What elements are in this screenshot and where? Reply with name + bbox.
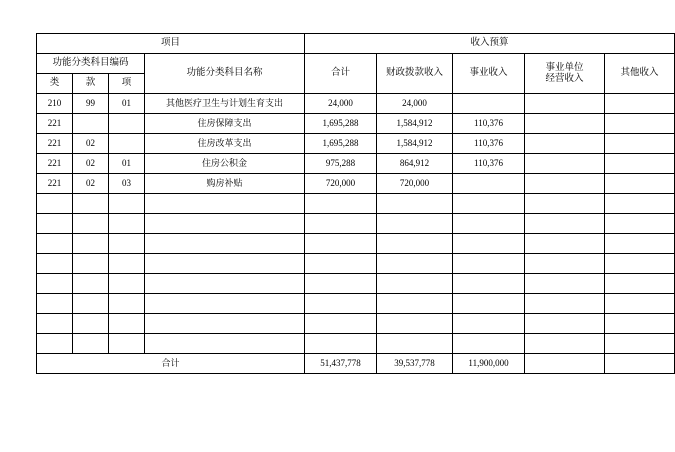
- cell-other: [605, 314, 675, 334]
- cell-sum: [305, 334, 377, 354]
- cell-section: 02: [73, 174, 109, 194]
- header-col-sum: 合计: [305, 54, 377, 94]
- cell-unit-operating: [525, 314, 605, 334]
- cell-other: [605, 134, 675, 154]
- cell-item: 01: [109, 94, 145, 114]
- header-col-category: 类: [37, 74, 73, 94]
- cell-other: [605, 194, 675, 214]
- header-col-section: 款: [73, 74, 109, 94]
- cell-business: [453, 214, 525, 234]
- cell-name: 住房公积金: [145, 154, 305, 174]
- cell-category: [37, 214, 73, 234]
- cell-name: [145, 194, 305, 214]
- header-group-project: 项目: [37, 34, 305, 54]
- cell-name: [145, 334, 305, 354]
- cell-sum: 975,288: [305, 154, 377, 174]
- header-col-unit-operating: [525, 54, 605, 94]
- cell-section: 02: [73, 134, 109, 154]
- cell-category: 210: [37, 94, 73, 114]
- cell-business: [453, 274, 525, 294]
- total-financial: 39,537,778: [377, 354, 453, 374]
- cell-section: [73, 314, 109, 334]
- cell-financial: [377, 214, 453, 234]
- header-col-name: 功能分类科目名称: [145, 54, 305, 94]
- cell-other: [605, 334, 675, 354]
- table-row: [37, 254, 675, 274]
- cell-other: [605, 254, 675, 274]
- cell-financial: [377, 294, 453, 314]
- cell-section: 99: [73, 94, 109, 114]
- cell-sum: [305, 254, 377, 274]
- cell-unit-operating: [525, 234, 605, 254]
- cell-financial: [377, 314, 453, 334]
- cell-sum: [305, 234, 377, 254]
- cell-business: [453, 94, 525, 114]
- cell-unit-operating: [525, 294, 605, 314]
- cell-category: 221: [37, 114, 73, 134]
- cell-other: [605, 294, 675, 314]
- cell-business: [453, 294, 525, 314]
- cell-name: [145, 254, 305, 274]
- cell-other: [605, 114, 675, 134]
- cell-financial: [377, 334, 453, 354]
- table-row: [37, 174, 675, 194]
- cell-business: 110,376: [453, 114, 525, 134]
- table-row: [37, 154, 675, 174]
- cell-name: [145, 274, 305, 294]
- cell-name: 购房补贴: [145, 174, 305, 194]
- cell-unit-operating: [525, 134, 605, 154]
- cell-financial: 720,000: [377, 174, 453, 194]
- total-business: 11,900,000: [453, 354, 525, 374]
- header-group-income-budget: 收入预算: [305, 34, 675, 54]
- table-row: [37, 294, 675, 314]
- cell-category: [37, 314, 73, 334]
- cell-item: [109, 294, 145, 314]
- table-row: [37, 274, 675, 294]
- table-row: [37, 334, 675, 354]
- cell-section: [73, 294, 109, 314]
- cell-business: [453, 234, 525, 254]
- cell-financial: 1,584,912: [377, 114, 453, 134]
- cell-other: [605, 154, 675, 174]
- cell-financial: [377, 194, 453, 214]
- cell-item: [109, 274, 145, 294]
- cell-unit-operating: [525, 254, 605, 274]
- table-row: [37, 314, 675, 334]
- cell-other: [605, 234, 675, 254]
- cell-item: [109, 194, 145, 214]
- cell-category: [37, 274, 73, 294]
- cell-unit-operating: [525, 94, 605, 114]
- table-row: [37, 214, 675, 234]
- cell-business: [453, 314, 525, 334]
- cell-category: [37, 194, 73, 214]
- cell-financial: [377, 274, 453, 294]
- table-header-group-row: [37, 34, 675, 54]
- table-row: [37, 114, 675, 134]
- cell-unit-operating: [525, 214, 605, 234]
- cell-business: [453, 194, 525, 214]
- cell-sum: 1,695,288: [305, 134, 377, 154]
- total-other: [605, 354, 675, 374]
- cell-category: 221: [37, 154, 73, 174]
- cell-item: 03: [109, 174, 145, 194]
- cell-financial: 24,000: [377, 94, 453, 114]
- total-sum: 51,437,778: [305, 354, 377, 374]
- cell-business: [453, 254, 525, 274]
- table-row: [37, 234, 675, 254]
- cell-item: [109, 114, 145, 134]
- cell-business: 110,376: [453, 154, 525, 174]
- cell-unit-operating: [525, 174, 605, 194]
- cell-other: [605, 214, 675, 234]
- cell-business: [453, 174, 525, 194]
- cell-item: [109, 134, 145, 154]
- cell-section: [73, 114, 109, 134]
- cell-sum: 24,000: [305, 94, 377, 114]
- cell-financial: 1,584,912: [377, 134, 453, 154]
- cell-sum: 1,695,288: [305, 114, 377, 134]
- cell-sum: [305, 214, 377, 234]
- cell-item: [109, 214, 145, 234]
- cell-name: 其他医疗卫生与计划生育支出: [145, 94, 305, 114]
- cell-name: 住房改革支出: [145, 134, 305, 154]
- cell-name: [145, 314, 305, 334]
- cell-name: [145, 294, 305, 314]
- header-code-group: 功能分类科目编码: [37, 54, 145, 74]
- cell-business: [453, 334, 525, 354]
- table-row: [37, 94, 675, 114]
- cell-unit-operating: [525, 334, 605, 354]
- cell-category: 221: [37, 174, 73, 194]
- cell-item: 01: [109, 154, 145, 174]
- cell-section: 02: [73, 154, 109, 174]
- cell-other: [605, 174, 675, 194]
- cell-name: [145, 214, 305, 234]
- table-row: [37, 134, 675, 154]
- cell-section: [73, 214, 109, 234]
- cell-section: [73, 194, 109, 214]
- cell-unit-operating: [525, 274, 605, 294]
- cell-category: [37, 234, 73, 254]
- cell-sum: 720,000: [305, 174, 377, 194]
- cell-sum: [305, 274, 377, 294]
- cell-category: 221: [37, 134, 73, 154]
- cell-section: [73, 234, 109, 254]
- cell-item: [109, 234, 145, 254]
- cell-item: [109, 334, 145, 354]
- header-col-other: 其他收入: [605, 54, 675, 94]
- budget-sheet: [36, 33, 659, 374]
- header-col-unit-operating-line2: 经营收入: [545, 73, 584, 84]
- cell-sum: [305, 194, 377, 214]
- table-total-row: [37, 354, 675, 374]
- budget-table: [36, 33, 675, 374]
- header-col-financial: 财政拨款收入: [377, 54, 453, 94]
- total-label: 合计: [37, 354, 305, 374]
- cell-category: [37, 294, 73, 314]
- cell-name: [145, 234, 305, 254]
- cell-financial: [377, 234, 453, 254]
- header-col-unit-operating-line1: 事业单位: [545, 62, 584, 73]
- cell-section: [73, 254, 109, 274]
- cell-financial: 864,912: [377, 154, 453, 174]
- cell-sum: [305, 294, 377, 314]
- cell-category: [37, 254, 73, 274]
- cell-section: [73, 274, 109, 294]
- total-unit-operating: [525, 354, 605, 374]
- header-col-item: 项: [109, 74, 145, 94]
- table-header-sub-row-1: [37, 54, 675, 74]
- cell-unit-operating: [525, 194, 605, 214]
- cell-unit-operating: [525, 114, 605, 134]
- cell-item: [109, 314, 145, 334]
- cell-sum: [305, 314, 377, 334]
- table-row: [37, 194, 675, 214]
- cell-other: [605, 274, 675, 294]
- header-col-business: 事业收入: [453, 54, 525, 94]
- cell-unit-operating: [525, 154, 605, 174]
- cell-other: [605, 94, 675, 114]
- cell-name: 住房保障支出: [145, 114, 305, 134]
- cell-category: [37, 334, 73, 354]
- cell-financial: [377, 254, 453, 274]
- cell-business: 110,376: [453, 134, 525, 154]
- cell-section: [73, 334, 109, 354]
- cell-item: [109, 254, 145, 274]
